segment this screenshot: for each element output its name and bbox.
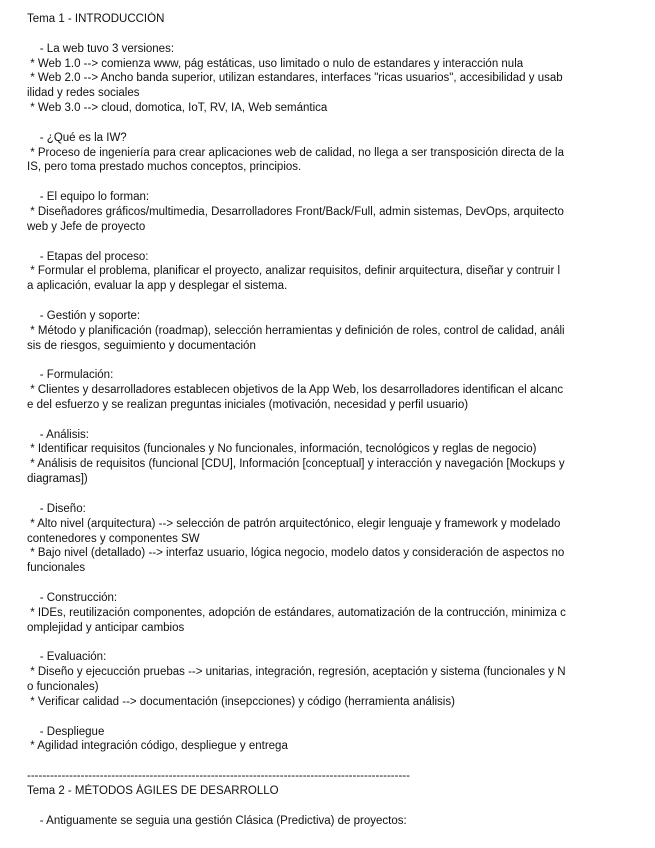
text-line: - Construcción: [27, 591, 118, 604]
text-line: * Diseñadores gráficos/multimedia, Desarrolladores Front/Back/Full, admin sistemas, DevOps, arquitecto [27, 205, 564, 218]
text-line [27, 27, 628, 42]
text-line: * Verificar calidad --> documentación (insepcciones) y código (herramienta análisis) [27, 695, 455, 708]
text-line: - Formulación: [27, 369, 114, 382]
text-line: - Etapas del proceso: [27, 250, 149, 263]
text-line: funcionales [27, 562, 86, 575]
text-line: ---------------------------------------------------------------------------------------------------- [27, 770, 410, 783]
text-line: - El equipo lo forman: [27, 191, 150, 204]
text-line: * Clientes y desarrolladores establecen objetivos de la App Web, los desarrolladores identifican el alcanc [27, 384, 564, 397]
text-line [27, 294, 628, 309]
text-line [27, 353, 628, 368]
text-line: * Diseño y ejecucción pruebas --> unitarias, integración, regresión, aceptación y sistema (funcionales y N [27, 666, 566, 679]
text-line: * Web 1.0 --> comienza www, pág estáticas, uso limitado o nulo de estandares y interacción nula [27, 57, 524, 70]
text-line: - Evaluación: [27, 651, 107, 664]
text-line: - La web tuvo 3 versiones: [27, 42, 175, 55]
text-line: sis de riesgos, seguimiento y documentación [27, 339, 256, 352]
text-line: * IDEs, reutilización componentes, adopción de estándares, automatización de la contrucción, minimiza c [27, 606, 566, 619]
text-line: omplejidad y anticipar cambios [27, 621, 185, 634]
text-line: * Bajo nivel (detallado) --> interfaz usuario, lógica negocio, modelo datos y consideración de aspectos no [27, 547, 565, 560]
text-line: * Identificar requisitos (funcionales y No funcionales, información, tecnológicos y reglas de negocio) [27, 443, 537, 456]
text-line [27, 116, 628, 131]
text-line [27, 635, 628, 650]
text-line: * Análisis de requisitos (funcional [CDU], Información [conceptual] y interacción y navegación [Mockups y [27, 458, 565, 471]
text-line: a aplicación, evaluar la app y desplegar el sistema. [27, 280, 288, 293]
text-line: * Alto nivel (arquitectura) --> selección de patrón arquitectónico, elegir lenguaje y framework y modelado [27, 517, 561, 530]
text-line [27, 235, 628, 250]
text-line [27, 413, 628, 428]
text-line: - Despliegue [27, 725, 105, 738]
text-line: * Formular el problema, planificar el proyecto, analizar requisitos, definir arquitectura, diseñar y contruir l [27, 265, 561, 278]
text-line [27, 487, 628, 502]
text-line [27, 799, 628, 814]
text-line: * Web 3.0 --> cloud, domotica, IoT, RV, IA, Web semántica [27, 102, 328, 115]
text-line: Tema 1 - INTRODUCCIÓN [27, 13, 165, 25]
text-line: * Proceso de ingeniería para crear aplicaciones web de calidad, no llega a ser transposición directa de la [27, 146, 564, 159]
text-line [27, 175, 628, 190]
text-line [27, 754, 628, 769]
text-line: IS, pero toma prestado muchos conceptos, principios. [27, 161, 302, 174]
text-line: diagramas]) [27, 473, 88, 486]
text-line: - Antiguamente se seguia una gestión Clásica (Predictiva) de proyectos: [27, 814, 407, 827]
text-line: - ¿Qué es la IW? [27, 131, 127, 144]
text-line: - Análisis: [27, 428, 89, 441]
text-line: * Método y planificación (roadmap), selección herramientas y definición de roles, control de calidad, análi [27, 324, 565, 337]
text-line [27, 710, 628, 725]
text-line: ilidad y redes sociales [27, 87, 140, 100]
text-line: - Diseño: [27, 502, 86, 515]
text-line: * Web 2.0 --> Ancho banda superior, utilizan estandares, interfaces "ricas usuarios", accesibilidad y usab [27, 72, 563, 85]
text-line: * Agilidad integración código, despliegue y entrega [27, 740, 288, 753]
text-line [27, 576, 628, 591]
text-line: - Gestión y soporte: [27, 309, 141, 322]
text-line: o funcionales) [27, 680, 99, 693]
text-line: e del esfuerzo y se realizan preguntas iniciales (motivación, necesidad y perfil usuario) [27, 398, 469, 411]
text-line: contenedores y componentes SW [27, 532, 200, 545]
text-line: Tema 2 - MÉTODOS ÁGILES DE DESARROLLO [27, 784, 279, 797]
text-line: web y Jefe de proyecto [27, 220, 146, 233]
